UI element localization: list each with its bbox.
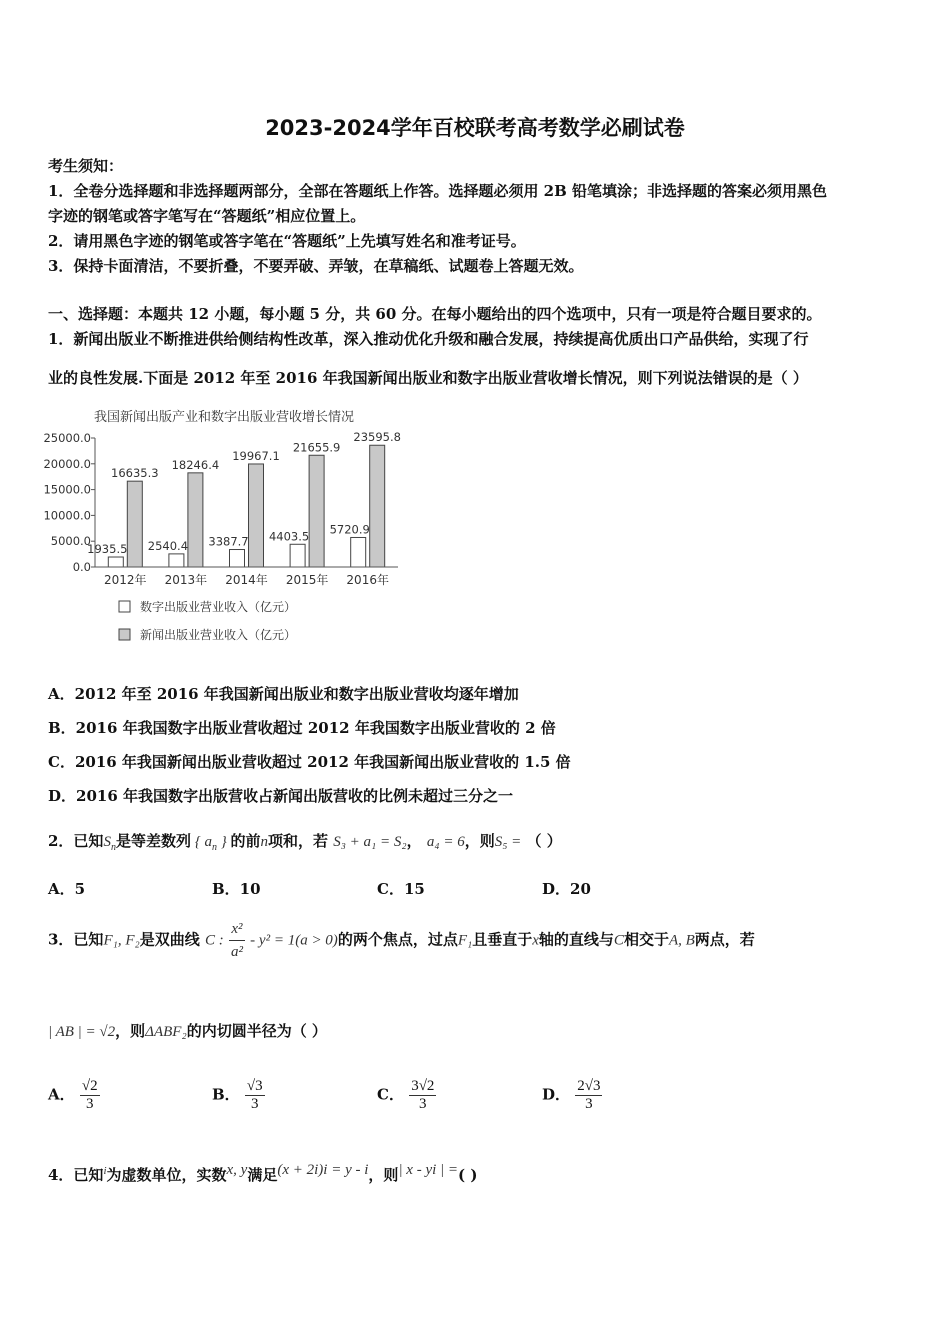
q2-option-c[interactable]: C．15 xyxy=(377,880,425,898)
bar-news xyxy=(127,481,142,567)
q3-mid4: 轴的直线与 xyxy=(538,930,614,949)
bar-news xyxy=(249,464,264,567)
q3-option-a-frac xyxy=(80,1078,100,1113)
q4-mid1: 为虚数单位，实数 xyxy=(106,1166,227,1184)
q4-end: ( ) xyxy=(458,1166,478,1184)
notice-line-3: 3．保持卡面清洁，不要折叠，不要弄破、弄皱，在草稿纸、试题卷上答题无效。 xyxy=(48,257,584,275)
data-label-digital: 4403.5 xyxy=(268,529,310,544)
q2-mid1: 是等差数列 xyxy=(115,832,191,850)
q2-an-base: a xyxy=(204,834,212,850)
q3-option-b-label: B． xyxy=(212,1085,240,1104)
q2-comma: ， xyxy=(406,832,422,850)
q2-option-a[interactable]: A．5 xyxy=(48,880,86,898)
x-tick-label: 2012年 xyxy=(104,573,147,587)
q2-eq2: a₄ = 6 xyxy=(426,834,465,850)
q3-option-b-den: 3 xyxy=(251,1096,259,1112)
q4-mid3: ，则 xyxy=(368,1166,399,1184)
data-label-news: 21655.9 xyxy=(292,440,341,455)
question-1-line-1: 1．新闻出版业不断推进供给侧结构性改革，深入推动优化升级和融合发展，持续提高优质出口产品供给，实现了行 xyxy=(48,330,809,348)
question-1-line-2: 业的良性发展.下面是 2012 年至 2016 年我国新闻出版业和数字出版业营收增长情况，则下列说法错误的是（ ） xyxy=(48,369,808,387)
x-tick-label: 2016年 xyxy=(346,573,389,587)
q3-option-a-den: 3 xyxy=(85,1096,94,1112)
q2-an: { $a_n$ } xyxy=(190,834,231,853)
q2-n: n xyxy=(260,834,268,850)
data-label-digital: 3387.7 xyxy=(208,534,249,549)
q3-option-a-num: √2 xyxy=(81,1078,98,1094)
q3-c: C xyxy=(613,932,624,949)
bar-digital xyxy=(351,537,366,567)
q3-f1: F₁ xyxy=(457,932,473,949)
q3-curve-c: C : xyxy=(204,932,224,949)
q3-frac-num: x² xyxy=(229,918,245,941)
notice-line-2: 2．请用黑色字迹的钢笔或答字笔在“答题纸”上先填写姓名和准考证号。 xyxy=(48,232,526,250)
q3-abs-ab: | AB | = √2 xyxy=(48,1024,116,1040)
q3-option-c-num: 3√2 xyxy=(411,1078,435,1094)
data-label-news: 16635.3 xyxy=(111,466,159,481)
q4-i: i xyxy=(103,1165,107,1177)
q1-option-c[interactable]: C．2016 年我国新闻出版业营收超过 2012 年我国新闻出版业营收的 1.5 倍 xyxy=(48,753,571,771)
q3-prefix: 3．已知 xyxy=(48,930,104,949)
bar-digital xyxy=(169,554,184,567)
q2-sn-sub: n xyxy=(110,842,116,853)
data-label-digital: 1935.5 xyxy=(87,542,128,557)
question-3-line-1 xyxy=(48,918,755,963)
q4-eq: (x + 2i)i = y - i xyxy=(277,1162,369,1178)
q2-prefix: 2．已知 xyxy=(48,832,104,850)
q3-option-d-num: 2√3 xyxy=(577,1078,601,1094)
q3-fraction xyxy=(229,918,245,963)
q2-an-sub: n xyxy=(211,842,217,853)
data-label-news: 23595.8 xyxy=(353,430,401,445)
y-tick-label: 10000.0 xyxy=(43,508,91,523)
y-tick-label: 25000.0 xyxy=(43,431,91,445)
y-tick-label: 15000.0 xyxy=(43,482,91,497)
q2-mid4: ，则 xyxy=(464,832,495,850)
q3-option-d-label: D． xyxy=(542,1085,571,1104)
q4-mid2: 满足 xyxy=(247,1166,278,1184)
bar-news xyxy=(370,445,385,567)
y-tick-label: 20000.0 xyxy=(43,456,91,471)
q1-option-b[interactable]: B．2016 年我国数字出版业营收超过 2012 年我国数字出版业营收的 2 倍 xyxy=(48,719,556,737)
data-label-news: 18246.4 xyxy=(171,457,220,472)
bar-news xyxy=(309,455,324,567)
q3-option-b-frac xyxy=(245,1078,265,1113)
q3-foci: F₁, F₂ xyxy=(103,932,140,949)
question-2 xyxy=(48,830,562,853)
q3-triangle: ΔABF₂ xyxy=(145,1024,187,1040)
q4-abs: | x - yi | = xyxy=(398,1162,459,1178)
q3-curve-rest: - y² = 1(a > 0) xyxy=(250,932,338,949)
q2-option-b[interactable]: B．10 xyxy=(212,880,261,898)
q3-option-c[interactable] xyxy=(377,1078,436,1113)
q3-line2-end: 的内切圆半径为（ ） xyxy=(186,1022,327,1040)
y-tick-label: 0.0 xyxy=(72,560,91,574)
chart-title: 我国新闻出版产业和数字出版业营收增长情况 xyxy=(94,410,355,425)
x-tick-label: 2013年 xyxy=(164,573,208,587)
q3-option-c-frac xyxy=(409,1078,436,1113)
q3-frac-den: a² xyxy=(230,944,243,960)
legend-news: 新闻出版业营业收入（亿元） xyxy=(140,628,297,642)
notice-line-1b: 字迹的钢笔或答字笔写在“答题纸”相应位置上。 xyxy=(48,207,366,225)
bar-digital xyxy=(290,544,305,567)
q3-option-a[interactable] xyxy=(48,1078,100,1113)
q3-option-b[interactable] xyxy=(212,1078,265,1113)
bar-digital xyxy=(230,550,245,567)
x-tick-label: 2015年 xyxy=(285,573,329,587)
notice-line-1a: 1．全卷分选择题和非选择题两部分，全部在答题纸上作答。选择题必须用 2B 铅笔填涂；非选择题的答案必须用黑色 xyxy=(48,182,828,200)
q2-mid2: 的前 xyxy=(230,832,261,850)
q3-option-b-num: √3 xyxy=(246,1078,263,1094)
q2-sn-base: S xyxy=(103,834,111,850)
q3-option-c-label: C． xyxy=(377,1085,404,1104)
q1-option-a[interactable]: A．2012 年至 2016 年我国新闻出版业和数字出版业营收均逐年增加 xyxy=(48,685,519,703)
q2-eq3: S₅ = xyxy=(494,834,522,850)
q3-mid1: 是双曲线 xyxy=(139,930,200,949)
q3-option-c-den: 3 xyxy=(419,1096,427,1112)
x-axis xyxy=(104,572,389,587)
q3-option-a-label: A． xyxy=(48,1085,75,1104)
q2-eq1: S₃ + a₁ = S₂ xyxy=(333,834,407,850)
q3-x: x xyxy=(532,932,539,949)
bars xyxy=(87,430,401,567)
q3-mid5: 相交于 xyxy=(623,930,669,949)
legend-digital: 数字出版业营业收入（亿元） xyxy=(140,600,297,614)
q3-mid3: 且垂直于 xyxy=(472,930,533,949)
notice-heading: 考生须知： xyxy=(48,157,124,175)
legend-swatch-news xyxy=(119,629,130,640)
q3-mid2: 的两个焦点，过点 xyxy=(337,930,458,949)
data-label-digital: 5720.9 xyxy=(329,522,370,537)
q4-prefix: 4．已知 xyxy=(48,1166,104,1184)
q2-sn xyxy=(103,834,116,853)
section-heading: 一、选择题：本题共 12 小题，每小题 5 分，共 60 分。在每小题给出的四个选项中，只有一项是符合题目要求的。 xyxy=(48,305,822,323)
question-4 xyxy=(48,1162,477,1185)
q3-option-d-den: 3 xyxy=(585,1096,593,1112)
revenue-bar-chart xyxy=(40,405,410,650)
q3-option-d-frac xyxy=(575,1078,602,1113)
q3-ab: A, B xyxy=(668,932,695,949)
q3-option-d[interactable] xyxy=(542,1078,602,1113)
question-3-line-2 xyxy=(48,1020,327,1041)
y-tick-label: 5000.0 xyxy=(50,534,91,549)
exam-title: 2023-2024学年百校联考高考数学必刷试卷 xyxy=(265,116,685,140)
q2-option-d[interactable]: D．20 xyxy=(542,880,591,898)
q4-xy: x, y xyxy=(226,1162,248,1178)
q3-line2-mid: ，则 xyxy=(115,1022,146,1040)
legend-swatch-digital xyxy=(119,601,130,612)
x-tick-label: 2014年 xyxy=(225,573,268,587)
q1-option-d[interactable]: D．2016 年我国数字出版营收占新闻出版营收的比例未超过三分之一 xyxy=(48,787,513,805)
q2-mid3: 项和，若 xyxy=(267,832,328,850)
q2-end: （ ） xyxy=(526,832,562,850)
q3-mid6: 两点，若 xyxy=(694,930,755,949)
data-label-news: 19967.1 xyxy=(232,448,280,463)
bar-digital xyxy=(108,557,123,567)
data-label-digital: 2540.4 xyxy=(147,538,189,553)
bar-news xyxy=(188,473,203,567)
